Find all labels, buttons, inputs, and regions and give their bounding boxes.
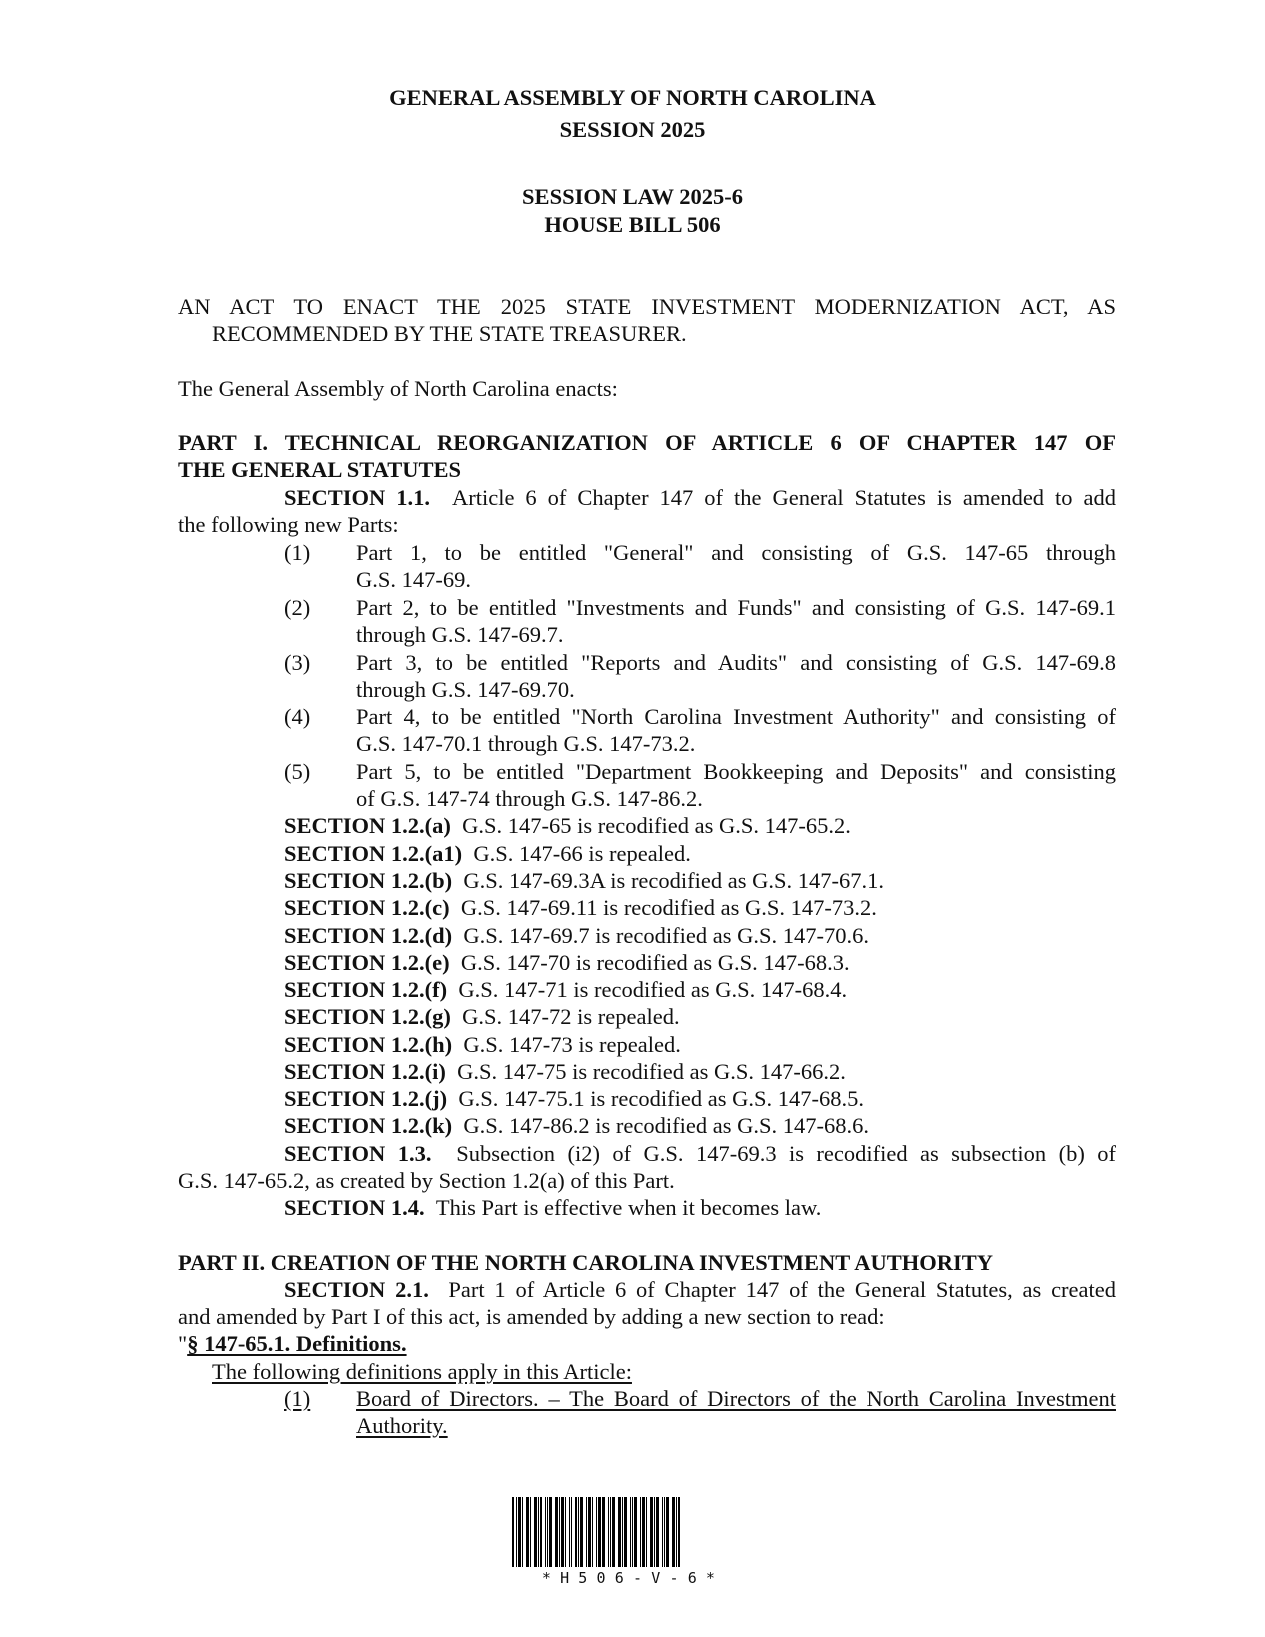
section-text: Part 1 of Article 6 of Chapter 147 of the General Statutes, as created [448, 1277, 1117, 1302]
definition-line: Board of Directors. – The Board of Directors of the North Carolina Investment [356, 1386, 1116, 1411]
list-item-line: Part 3, to be entitled "Reports and Audits" and consisting of G.S. 147-69.8 [356, 650, 1116, 675]
part1-heading-line1: PART I. TECHNICAL REORGANIZATION OF ARTICLE 6 OF CHAPTER 147 OF [178, 430, 1116, 455]
barcode [512, 1497, 754, 1589]
act-title-line1: AN ACT TO ENACT THE 2025 STATE INVESTMENT MODERNIZATION ACT, AS [178, 294, 1116, 319]
section-1-2-i: SECTION 1.2.(i) G.S. 147-75 is recodified as G.S. 147-66.2. [284, 1059, 846, 1084]
session-law-heading: SESSION LAW 2025-6 [522, 184, 743, 209]
definitions-intro: The following definitions apply in this Article: [212, 1359, 632, 1384]
section-1-2-a: SECTION 1.2.(a) G.S. 147-65 is recodified as G.S. 147-65.2. [284, 813, 851, 838]
part2-heading: PART II. CREATION OF THE NORTH CAROLINA INVESTMENT AUTHORITY [178, 1250, 994, 1275]
bill-heading: HOUSE BILL 506 [544, 212, 721, 237]
list-item-line: G.S. 147-69. [356, 567, 472, 592]
list-item-line: through G.S. 147-69.70. [356, 677, 575, 702]
section-1-2-c: SECTION 1.2.(c) G.S. 147-69.11 is recodified as G.S. 147-73.2. [284, 895, 877, 920]
list-item-line: of G.S. 147-74 through G.S. 147-86.2. [356, 786, 703, 811]
section-text: Subsection (i2) of G.S. 147-69.3 is recodified as subsection (b) of [456, 1141, 1116, 1166]
section-1-4 [284, 1194, 821, 1221]
statute-heading: § 147-65.1. Definitions. [187, 1331, 407, 1356]
list-item-line: Part 5, to be entitled "Department Bookkeeping and Deposits" and consisting [356, 759, 1116, 784]
list-item-line: Part 1, to be entitled "General" and consisting of G.S. 147-65 through [356, 540, 1116, 565]
section-2-1 [284, 1276, 1116, 1303]
act-title-line2: RECOMMENDED BY THE STATE TREASURER. [212, 321, 687, 346]
section-1-2-h: SECTION 1.2.(h) G.S. 147-73 is repealed. [284, 1032, 681, 1057]
list-number: (4) [284, 704, 311, 729]
barcode-bars [512, 1497, 754, 1567]
section-1-2-e: SECTION 1.2.(e) G.S. 147-70 is recodified as G.S. 147-68.3. [284, 950, 850, 975]
new-section-heading [178, 1330, 407, 1357]
section-label: SECTION 1.4. [284, 1195, 425, 1220]
assembly-heading: GENERAL ASSEMBLY OF NORTH CAROLINA [389, 85, 876, 110]
section-1-2-b: SECTION 1.2.(b) G.S. 147-69.3A is recodified as G.S. 147-67.1. [284, 868, 885, 893]
section-text: This Part is effective when it becomes law. [435, 1195, 822, 1220]
section-1-2-d: SECTION 1.2.(d) G.S. 147-69.7 is recodified as G.S. 147-70.6. [284, 923, 870, 948]
section-1-1 [284, 484, 1116, 511]
section-1-3-continued: G.S. 147-65.2, as created by Section 1.2(a) of this Part. [178, 1168, 675, 1193]
section-1-2-g: SECTION 1.2.(g) G.S. 147-72 is repealed. [284, 1004, 680, 1029]
list-item-line: Part 2, to be entitled "Investments and Funds" and consisting of G.S. 147-69.1 [356, 595, 1116, 620]
list-number: (1) [284, 540, 311, 565]
definition-number: (1) [284, 1386, 311, 1411]
session-heading: SESSION 2025 [559, 117, 706, 142]
barcode-text: *H506-V-6* [541, 1569, 725, 1587]
list-item-line: G.S. 147-70.1 through G.S. 147-73.2. [356, 731, 696, 756]
list-number: (5) [284, 759, 311, 784]
section-1-1-continued: the following new Parts: [178, 512, 399, 537]
list-number: (2) [284, 595, 311, 620]
list-item-line: through G.S. 147-69.7. [356, 622, 564, 647]
section-1-2-j: SECTION 1.2.(j) G.S. 147-75.1 is recodified as G.S. 147-68.5. [284, 1086, 864, 1111]
opening-quote: " [178, 1331, 188, 1356]
list-item-line: Part 4, to be entitled "North Carolina Investment Authority" and consisting of [356, 704, 1116, 729]
part1-heading-line2: THE GENERAL STATUTES [178, 457, 462, 482]
section-1-2-a1: SECTION 1.2.(a1) G.S. 147-66 is repealed. [284, 841, 691, 866]
section-text: Article 6 of Chapter 147 of the General Statutes is amended to add [451, 485, 1116, 510]
section-1-3 [284, 1140, 1116, 1167]
section-label: SECTION 1.1. [284, 485, 431, 510]
enacting-clause: The General Assembly of North Carolina enacts: [178, 376, 618, 401]
section-2-1-continued: and amended by Part I of this act, is amended by adding a new section to read: [178, 1304, 885, 1329]
section-1-2-k: SECTION 1.2.(k) G.S. 147-86.2 is recodified as G.S. 147-68.6. [284, 1113, 870, 1138]
list-number: (3) [284, 650, 311, 675]
section-label: SECTION 1.3. [284, 1141, 432, 1166]
section-label: SECTION 2.1. [284, 1277, 429, 1302]
definition-line: Authority. [356, 1413, 448, 1438]
section-1-2-f: SECTION 1.2.(f) G.S. 147-71 is recodified as G.S. 147-68.4. [284, 977, 848, 1002]
